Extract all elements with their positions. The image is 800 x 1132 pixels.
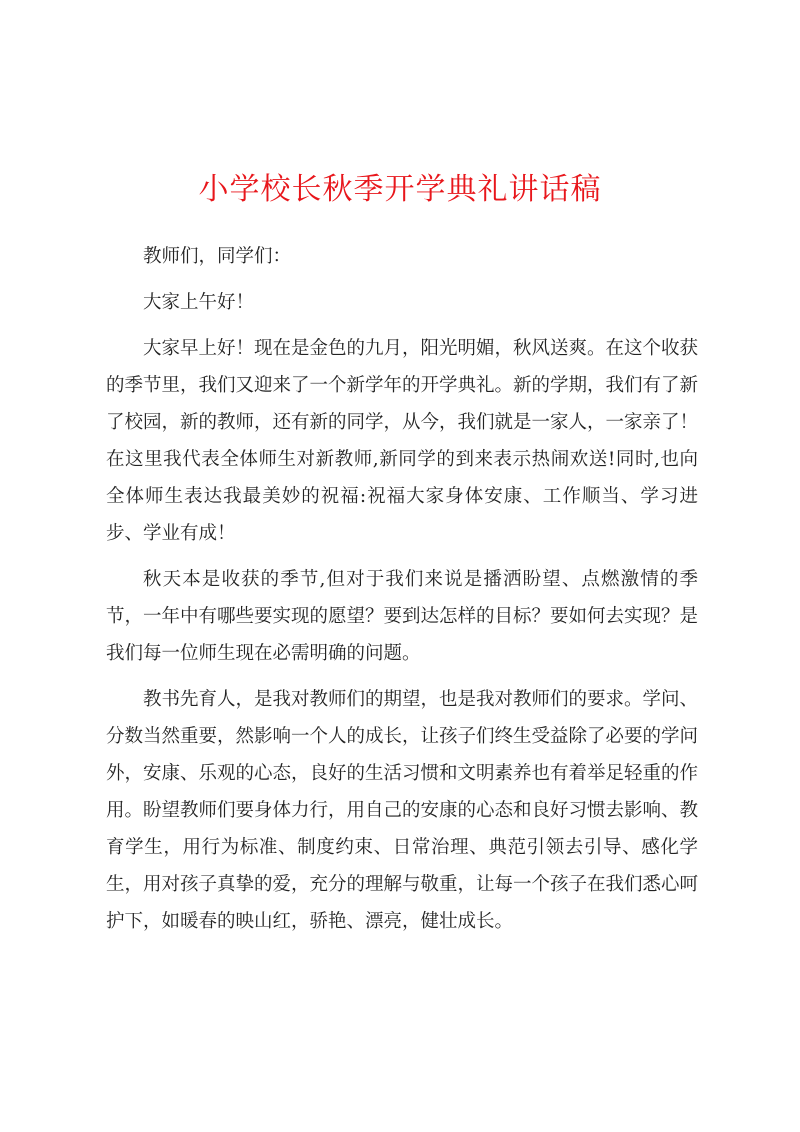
document-body <box>106 238 698 949</box>
paragraph-greeting: 大家上午好！ <box>143 292 255 313</box>
paragraph-teachers: 教书先育人，是我对教师们的期望，也是我对教师们的要求。学问、分数当然重要，然影响一个人的成长，让孩子们终生受益除了必要的学问外，安康、乐观的心态，良好的生活习惯和文明素养也有着举足轻重的作用。盼望教师们要身体力行，用自己的安康的心态和良好习惯去影响、教育学生，用行为标准、制度约束、日常治理、典范引领去引导、感化学生，用对孩子真挚的爱，充分的理解与敬重，让每一个孩子在我们悉心呵护下，如暖春的映山红，骄艳、漂亮，健壮成长。 <box>106 689 699 932</box>
paragraph-salutation: 教师们，同学们： <box>143 246 292 267</box>
paragraph-opening: 大家早上好！现在是金色的九月，阳光明媚，秋风送爽。在这个收获的季节里，我们又迎来了一个新学年的开学典礼。新的学期，我们有了新了校园，新的教师，还有新的同学，从今，我们就是一家人，一家亲了！在这里我代表全体师生对新教师,新同学的到来表示热闹欢送!同时,也向全体师生表达我最美妙的祝福:祝福大家身体安康、工作顺当、学习进步、学业有成！ <box>106 338 699 544</box>
paragraph-autumn: 秋天本是收获的季节,但对于我们来说是播洒盼望、点燃激情的季节，一年中有哪些要实现的愿望？要到达怎样的目标？要如何去实现？是我们每一位师生现在必需明确的问题。 <box>106 569 699 664</box>
document-title: 小学校长秋季开学典礼讲话稿 <box>198 172 602 207</box>
